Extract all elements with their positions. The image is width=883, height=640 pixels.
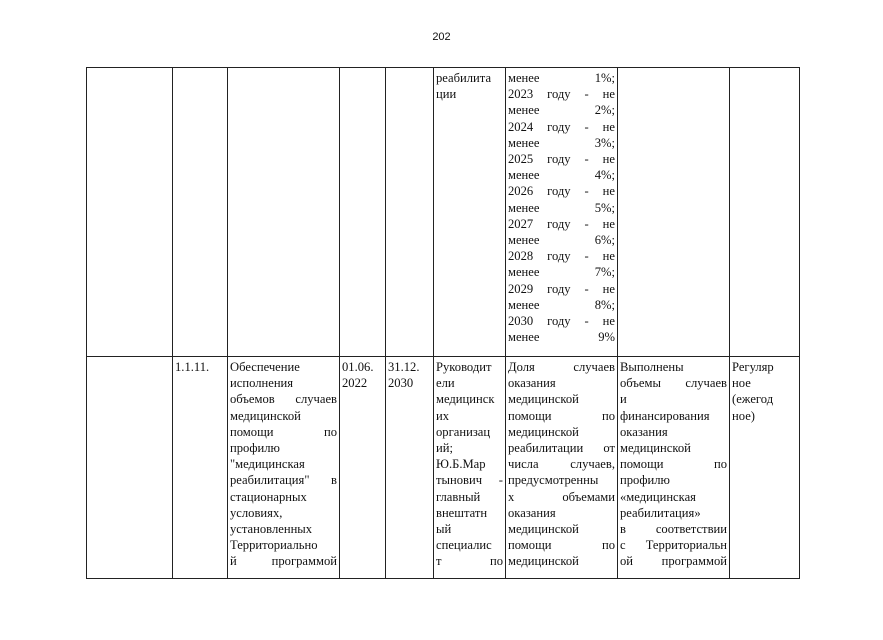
cell-blank-4 bbox=[340, 68, 386, 357]
cell-text-line: 2030 году - не bbox=[508, 314, 615, 329]
cell-text-line: объемы случаев bbox=[620, 376, 727, 391]
cell-text-line: Руководит bbox=[436, 360, 492, 374]
cell-text-line: профилю bbox=[230, 441, 280, 456]
cell-text-line: медицинской bbox=[620, 441, 691, 456]
cell-blank-3 bbox=[228, 68, 340, 357]
cell-text-line: помощи по bbox=[620, 457, 727, 472]
cell-text-line: медицинской bbox=[508, 392, 579, 407]
cell-text-line: медицинской bbox=[508, 522, 579, 537]
cell-text-line: ий; bbox=[436, 441, 453, 456]
cell-frequency bbox=[730, 357, 800, 579]
cell-text-line: ели bbox=[436, 376, 455, 391]
cell-result bbox=[618, 357, 730, 579]
cell-text-line: числа случаев, bbox=[508, 457, 615, 472]
cell-text-line: 2022 bbox=[342, 376, 368, 391]
cell-text-line: (ежегод bbox=[732, 392, 774, 407]
cell-text-line: ное bbox=[732, 376, 751, 391]
cell-blank-2 bbox=[173, 68, 228, 357]
cell-text-line: объемов случаев bbox=[230, 392, 337, 407]
table-row-continuation bbox=[87, 68, 800, 357]
cell-text-line: внештатн bbox=[436, 505, 488, 520]
cell-text-line: менее 2%; bbox=[508, 103, 615, 118]
cell-text-line: Ю.Б.Мар bbox=[436, 457, 486, 472]
cell-text-line: в соответствии bbox=[620, 522, 727, 537]
cell-text-line: оказания bbox=[620, 424, 668, 439]
cell-text-line: 2029 году - не bbox=[508, 281, 615, 296]
cell-responsible bbox=[434, 357, 506, 579]
cell-text-line: установленных bbox=[230, 522, 313, 537]
cell-text-line: менее 4%; bbox=[508, 168, 615, 183]
cell-text-line: реабилитация" в bbox=[230, 473, 337, 488]
measures-table bbox=[86, 67, 800, 579]
cell-indicator bbox=[506, 357, 618, 579]
cell-text-line: медицинской bbox=[230, 408, 301, 423]
cell-text-line: и bbox=[620, 392, 627, 407]
cell-text-line: менее 3%; bbox=[508, 135, 615, 150]
cell-text-line: Регуляр bbox=[732, 360, 774, 374]
cell-text-line: ой программой bbox=[620, 554, 727, 569]
cell-text-line: т по bbox=[436, 554, 503, 569]
cell-text-line: специалис bbox=[436, 538, 492, 553]
cell-text-line: 01.06. bbox=[342, 360, 374, 374]
cell-text-line: 2027 году - не bbox=[508, 216, 615, 231]
cell-text-line: помощи по bbox=[508, 408, 615, 423]
cell-text-line: ное) bbox=[732, 408, 755, 423]
cell-text-line: предусмотренны bbox=[508, 473, 599, 488]
cell-text-line: с Территориальн bbox=[620, 538, 727, 553]
cell-text-line: финансирования bbox=[620, 408, 710, 423]
cell-blank-9 bbox=[730, 68, 800, 357]
cell-text-line: «медицинская bbox=[620, 489, 696, 504]
cell-text-line: х объемами bbox=[508, 489, 615, 504]
cell-text-line: профилю bbox=[620, 473, 670, 488]
cell-text-line: оказания bbox=[508, 505, 556, 520]
cell-blank-8 bbox=[618, 68, 730, 357]
cell-text-line: менее 6%; bbox=[508, 233, 615, 248]
cell-item-number: 1.1.11. bbox=[173, 357, 228, 579]
cell-blank-1 bbox=[87, 68, 173, 357]
cell-text-line: ции bbox=[436, 87, 457, 102]
cell-text-line: медицинской bbox=[508, 554, 579, 569]
cell-text-line: Доля случаев bbox=[508, 360, 615, 374]
cell-text-line: главный bbox=[436, 489, 481, 504]
cell-text-line: менее 7%; bbox=[508, 265, 615, 280]
table-row-1-1-11 bbox=[87, 357, 800, 579]
cell-end-date bbox=[386, 357, 434, 579]
cell-text-line: Территориально bbox=[230, 538, 318, 553]
cell-text-line: реабилитации от bbox=[508, 441, 615, 456]
cell-measure-name bbox=[228, 357, 340, 579]
cell-indicator-cont bbox=[506, 68, 618, 357]
cell-text-line: медицинской bbox=[508, 424, 579, 439]
cell-text-line: их bbox=[436, 408, 450, 423]
cell-text-line: й программой bbox=[230, 554, 337, 569]
cell-text-line: ый bbox=[436, 522, 452, 537]
cell-text-line: 2025 году - не bbox=[508, 152, 615, 167]
cell-text-line: организац bbox=[436, 424, 491, 439]
page-number: 202 bbox=[432, 31, 451, 43]
cell-text-line: 2028 году - не bbox=[508, 249, 615, 264]
cell-text-line: условиях, bbox=[230, 505, 283, 520]
cell-text-line: реабилитация» bbox=[620, 505, 701, 520]
cell-text-line: оказания bbox=[508, 376, 556, 391]
cell-text-line: Выполнены bbox=[620, 360, 684, 374]
cell-text-line: менее 9% bbox=[508, 330, 615, 345]
cell-text-line: 31.12. bbox=[388, 360, 420, 374]
cell-start-date bbox=[340, 357, 386, 579]
cell-text-line: исполнения bbox=[230, 376, 294, 391]
cell-text-line: 2026 году - не bbox=[508, 184, 615, 199]
cell-text-line: 2030 bbox=[388, 376, 414, 391]
cell-responsible-cont bbox=[434, 68, 506, 357]
cell-text-line: помощи по bbox=[508, 538, 615, 553]
cell-text-line: 2024 году - не bbox=[508, 119, 615, 134]
cell-text-line: менее 1%; bbox=[508, 71, 615, 85]
cell-text-line: стационарных bbox=[230, 489, 307, 504]
cell-text-line: помощи по bbox=[230, 424, 337, 439]
cell-text-line: Обеспечение bbox=[230, 360, 300, 374]
cell-text-line: 2023 году - не bbox=[508, 87, 615, 102]
cell-blank-row2 bbox=[87, 357, 173, 579]
cell-text-line: менее 5%; bbox=[508, 200, 615, 215]
cell-text-line: реабилита bbox=[436, 71, 492, 85]
cell-text-line: менее 8%; bbox=[508, 297, 615, 312]
cell-text-line: тынович - bbox=[436, 473, 503, 488]
cell-text-line: "медицинская bbox=[230, 457, 305, 472]
cell-blank-5 bbox=[386, 68, 434, 357]
cell-text-line: медицинск bbox=[436, 392, 495, 407]
